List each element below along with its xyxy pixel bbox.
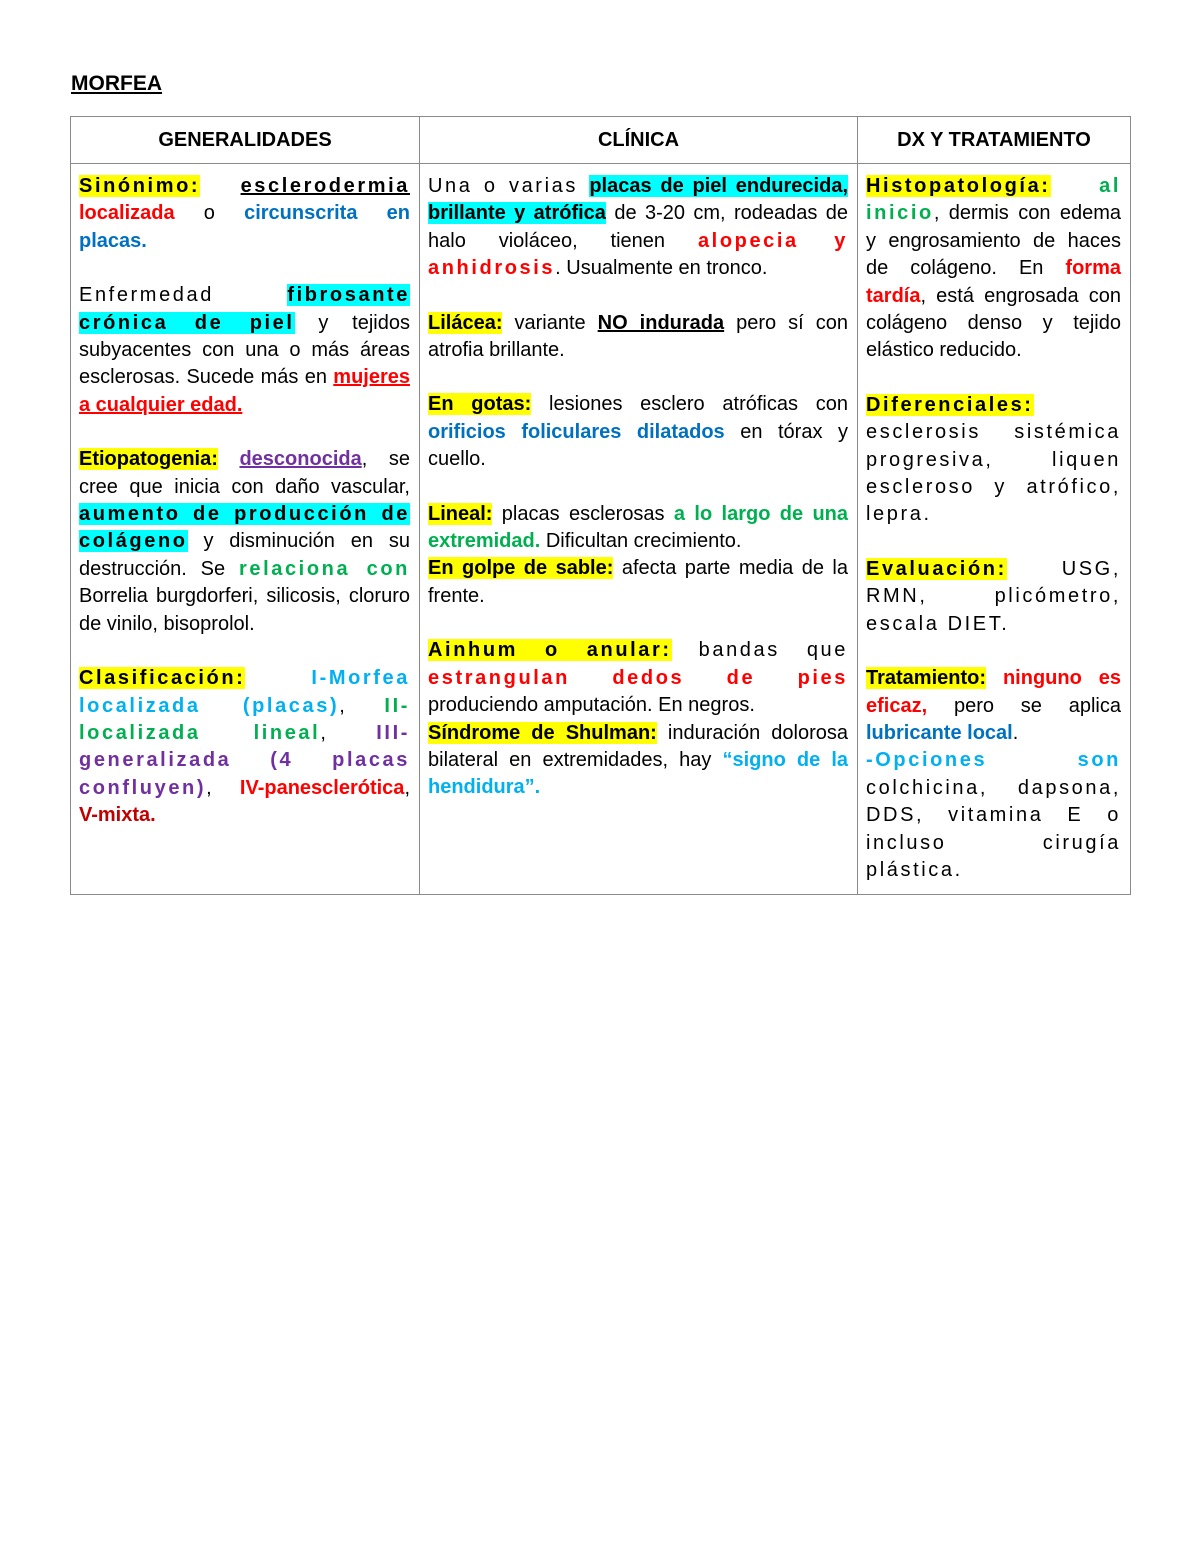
para-gotas (428, 391, 848, 473)
placas-text-1: Una o varias (428, 175, 590, 197)
clasificacion-tipo-4: IV-panesclerótica (239, 776, 405, 799)
sinonimo-circunscrita: circunscrita en placas. (79, 202, 410, 252)
etiopatogenia-text-1: , se cree que inicia con daño vascular, (79, 448, 410, 498)
histopatologia-al-inicio: al inicio (866, 175, 1121, 225)
etiopatogenia-space (218, 448, 240, 470)
lineal-label: Lineal: (428, 502, 493, 525)
sinonimo-o: o (174, 202, 245, 225)
clasificacion-tipo-2: II-localizada lineal (79, 694, 410, 744)
tratamiento-text-1: pero se aplica (927, 694, 1121, 717)
sinonimo-label: Sinónimo: (79, 175, 201, 197)
para-etiopatogenia (79, 446, 410, 638)
lineal-text-1: placas esclerosas (492, 502, 674, 525)
tratamiento-ninguno: ninguno es eficaz, (866, 667, 1121, 717)
diferenciales-text: esclerosis sistémica progresiva, liquen escleroso y atrófico, lepra. (866, 421, 1121, 526)
histopatologia-text-1: , dermis con edema y engrosamiento de haces de colágeno. En (866, 202, 1121, 280)
header-generalidades: GENERALIDADES (71, 117, 420, 164)
para-golpe-sable (428, 555, 848, 610)
etiopatogenia-text-2: y disminución en su destrucción. Se (79, 530, 410, 580)
para-shulman (428, 720, 848, 802)
etiopatogenia-relaciona: relaciona con (238, 557, 410, 580)
tratamiento-label: Tratamiento: (866, 667, 987, 690)
lilacea-label: Lilácea: (428, 311, 503, 334)
lilacea-no-indurada: NO indurada (597, 311, 725, 334)
cell-generalidades (71, 164, 420, 895)
cell-dx-tratamiento (858, 164, 1131, 895)
header-dx-tratamiento: DX Y TRATAMIENTO (858, 117, 1131, 164)
gotas-text-2: en tórax y cuello. (428, 420, 848, 471)
placas-text-2: de 3-20 cm, rodeadas de halo violáceo, tienen (428, 202, 848, 252)
clasificacion-sep-1: , (339, 694, 385, 717)
sable-label: En golpe de sable: (428, 557, 614, 580)
shulman-text-1: induración dolorosa bilateral en extremidades, hay (428, 721, 848, 771)
para-diferenciales (866, 392, 1121, 529)
sinonimo-localizada: localizada (79, 202, 175, 225)
lineal-extremidad: a lo largo de una extremidad. (428, 502, 849, 553)
gotas-orificios: orificios foliculares dilatados (428, 420, 725, 443)
para-lilacea (428, 310, 848, 365)
etiopatogenia-aumento: aumento de producción de colágeno (79, 503, 410, 553)
para-clasificacion (79, 665, 410, 829)
tratamiento-lubricante: lubricante local (866, 721, 1013, 744)
shulman-label: Síndrome de Shulman: (428, 721, 657, 744)
clasificacion-tipo-5: V-mixta. (79, 804, 156, 827)
clasificacion-space (245, 667, 311, 689)
placas-text-3: . Usualmente en tronco. (555, 257, 768, 280)
ainhum-estrangulan: estrangulan dedos de pies (428, 666, 848, 689)
sinonimo-esclerodermia: esclerodermia (240, 175, 410, 197)
tratamiento-text-2: . (1012, 721, 1019, 744)
diferenciales-label: Diferenciales: (866, 393, 1034, 416)
para-ainhum (428, 637, 848, 719)
ainhum-label: Ainhum o anular: (428, 639, 672, 662)
para-histopatologia (866, 173, 1121, 365)
histopatologia-forma-tardia: forma tardía (866, 257, 1121, 307)
ainhum-text-2: produciendo amputación. En negros. (428, 694, 755, 717)
tratamiento-space (986, 667, 1003, 689)
para-lineal (428, 501, 848, 556)
para-sinonimo (79, 173, 410, 255)
lineal-text-2: Dificultan crecimiento. (540, 530, 742, 553)
document-title: MORFEA (71, 72, 162, 95)
clasificacion-tipo-3: III-generalizada (4 placas confluyen) (79, 721, 410, 799)
enfermedad-text-2: y tejidos subyacentes con una o más áreas esclerosas. Sucede más en (79, 311, 410, 389)
etiopatogenia-desconocida: desconocida (239, 448, 362, 471)
clasificacion-sep-2: , (320, 721, 377, 744)
lilacea-text-2: pero sí con atrofia brillante. (428, 311, 848, 362)
enfermedad-fibrosante: fibrosante crónica de piel (79, 284, 410, 334)
clasificacion-tipo-1: I-Morfea localizada (placas) (79, 667, 410, 717)
enfermedad-text-1: Enfermedad (79, 284, 288, 307)
placas-highlight: placas de piel endurecida, brillante y atrófica (428, 175, 849, 225)
evaluacion-text: USG, RMN, plicómetro, escala DIET. (866, 557, 1121, 635)
table-content-row (71, 164, 1131, 895)
histopatologia-text-2: , está engrosada con colágeno denso y tejido elástico reducido. (866, 284, 1121, 362)
histopatologia-label: Histopatología: (866, 175, 1051, 197)
gotas-text-1: lesiones esclero atróficas con (531, 393, 848, 416)
tratamiento-opciones: -Opciones son (866, 749, 1121, 772)
clasificacion-sep-4: , (404, 776, 410, 799)
etiopatogenia-label: Etiopatogenia: (79, 448, 218, 471)
clasificacion-sep-3: , (206, 776, 240, 799)
ainhum-text-1: bandas que (671, 639, 848, 662)
sable-text: afecta parte media de la frente. (428, 557, 848, 607)
shulman-signo: “signo de la hendidura”. (428, 748, 848, 799)
etiopatogenia-text-3: Borrelia burgdorferi, silicosis, cloruro de vinilo, bisoprolol. (79, 585, 410, 635)
clasificacion-label: Clasificación: (79, 667, 246, 690)
para-evaluacion (866, 556, 1121, 638)
para-placas (428, 173, 848, 283)
tratamiento-text-3: colchicina, dapsona, DDS, vitamina E o incluso cirugía plástica. (866, 776, 1121, 881)
placas-alopecia: alopecia y anhidrosis (428, 229, 848, 280)
enfermedad-mujeres: mujeres a cualquier edad. (79, 366, 410, 416)
header-clinica: CLÍNICA (420, 117, 858, 164)
morfea-table (70, 116, 1131, 895)
evaluacion-label: Evaluación: (866, 557, 1007, 580)
table-header-row (71, 117, 1131, 164)
gotas-label: En gotas: (428, 393, 532, 416)
cell-clinica (420, 164, 858, 895)
para-tratamiento (866, 665, 1121, 884)
para-enfermedad (79, 282, 410, 419)
lilacea-text-1: variante (502, 311, 598, 334)
histopatologia-space (1051, 175, 1100, 197)
